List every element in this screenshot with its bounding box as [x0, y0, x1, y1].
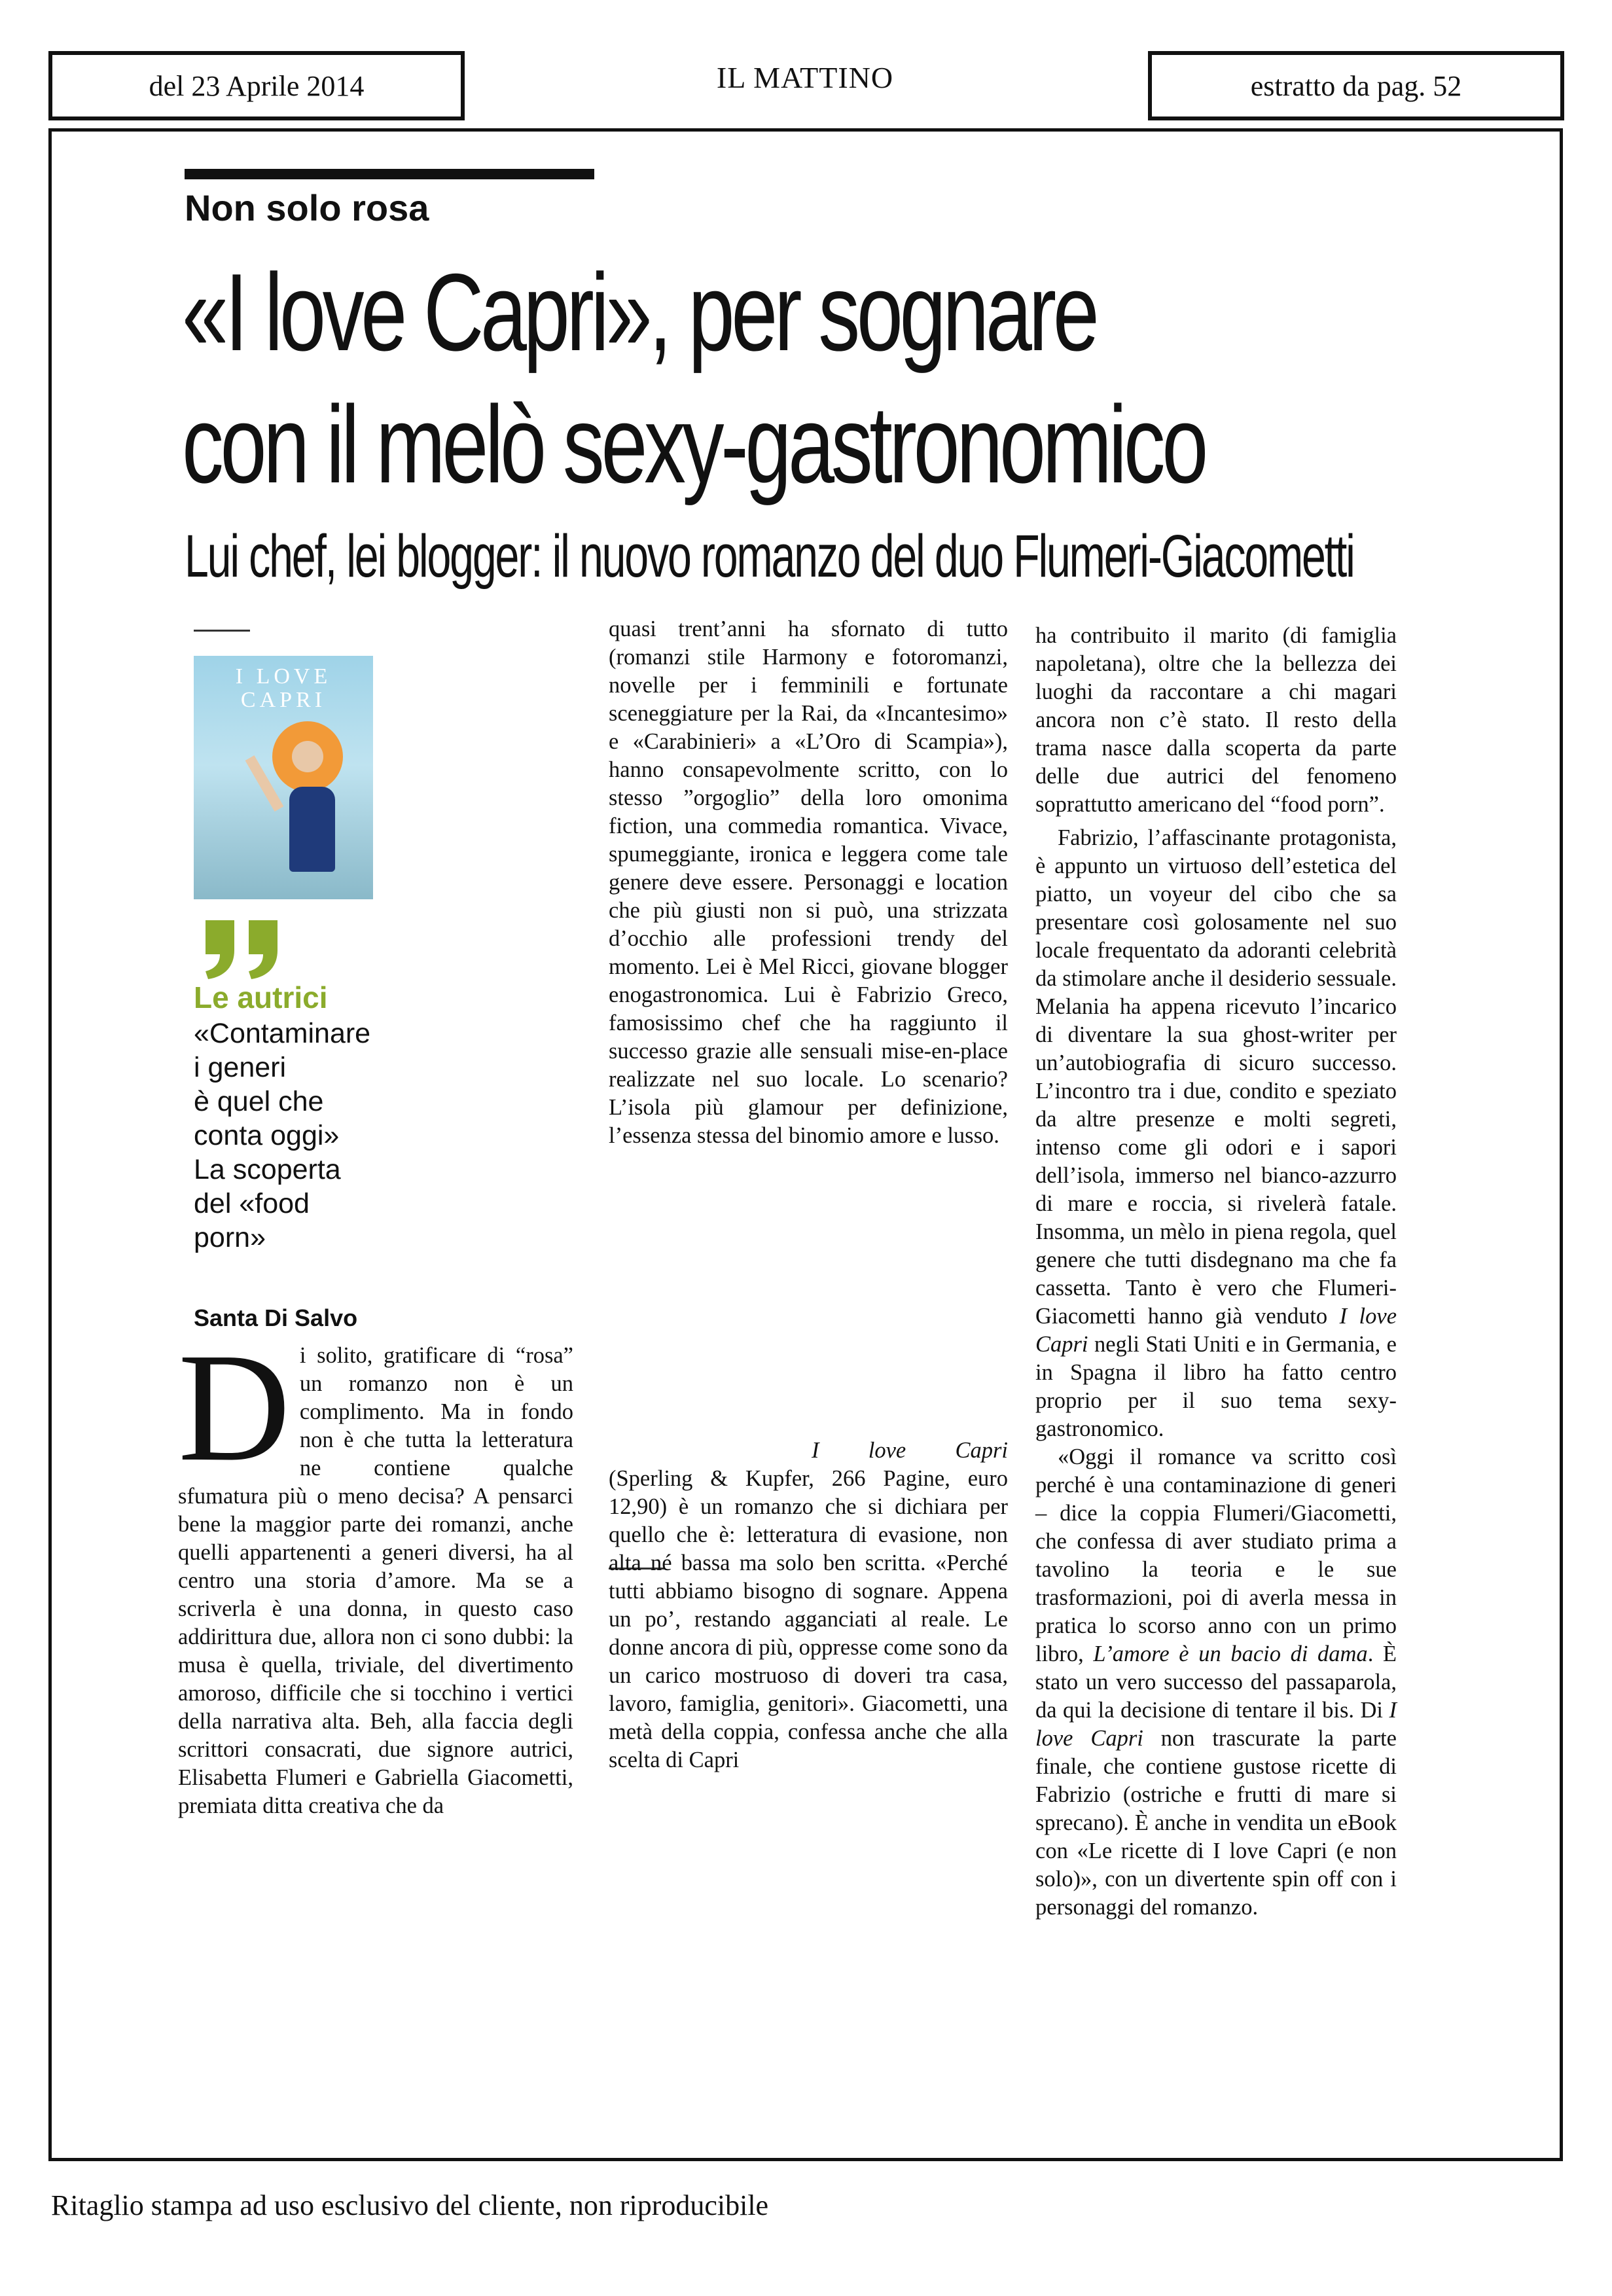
column-3-text-a: ha contribuito il marito (di famiglia napoletana), oltre che la bellezza dei luoghi da raccontare a chi magari ancora non c’è stato. Il resto della trama nasce dalla scoperta da parte delle due autrici del fenomeno soprattutto americano del “food porn”.	[1035, 623, 1397, 817]
book-cover-image	[194, 656, 373, 899]
page-ref-box	[1148, 51, 1564, 120]
first-book-title: L’amore è un bacio di dama	[1093, 1641, 1368, 1666]
headline-line-2: con il melò sexy-gastronomico	[182, 383, 1205, 506]
headline	[182, 246, 1205, 511]
page-ref-text: estratto da pag. 52	[1250, 69, 1462, 102]
column-3-text-c3: non trascurate la parte finale, che contiene gustose ricette di Fabrizio (ostriche e frutti di mare si sprecano). È anche in vendita un eBook con «Le ricette di I love Capri (e non solo)», con un divertente spin off con i personaggi del romanzo.	[1035, 1726, 1397, 1920]
date-text: del 23 Aprile 2014	[149, 69, 365, 102]
column-2-text-a: quasi trent’anni ha sfornato di tutto (romanzi stile Harmony e fotoromanzi, novelle per i femminili e fortunate sceneggiature per la Rai, da «Incantesimo» e «Carabinieri» a «L’Oro di Scampia»), hanno consapevolmente scritto, con lo stesso ”orgoglio” della loro omonima fiction, una commedia romantica. Vivace, spumeggiante, ironica e leggera come tale genere deve essere. Personaggi e location che più giusti non si può, una strizzata d’occhio alle professioni trendy del momento. Lei è Mel Ricci, giovane blogger enogastronomica. Lui è Fabrizio Greco, famosissimo chef che ha raggiunto il successo grazie alle sensuali mise-en-place realizzate nel suo locale. Lo scenario? L’isola più glamour per definizione, l’essenza stessa del binomio amore e lusso.	[609, 617, 1008, 1148]
kicker: Non solo rosa	[185, 187, 429, 228]
book-title-ref: I love Capri	[812, 1438, 1008, 1463]
book-cover-title: I LOVE CAPRI	[235, 664, 332, 712]
column-1	[178, 1321, 573, 1820]
column-2-lower	[609, 1437, 1008, 1774]
column-2	[609, 615, 1008, 1150]
column-1-text: i solito, gratificare di “rosa” un romanzo non è un complimento. Ma in fondo non è che tutta la letteratura ne contiene qualche sfumatura più o meno decisa? A pensarci bene la maggior parte dei romanzi, anche quelli appartenenti a generi diversi, ha al centro una storia d’amore. Ma se a scriverla è una donna, in questo caso addirittura due, allora non ci sono dubbi: la musa è quella, triviale, del divertimento amoroso, difficile che si tocchino i vertici della narrativa alta. Beh, alla faccia degli scrittori consacrati, due signore autrici, Elisabetta Flumeri e Gabriella Giacometti, premiata ditta creativa che da	[178, 1343, 573, 1818]
byline: Santa Di Salvo	[194, 1304, 358, 1331]
column-3-text-b: Fabrizio, l’affascinante protagonista, è appunto un virtuoso dell’estetica del piatto, un voyeur del cibo che sa presentare così golosamente nel suo locale frequentato da adoranti celebrità da stimolare anche il desiderio sessuale. Melania ha appena ricevuto l’incarico di diventare la sua ghost-writer per un’autobiografia di sicuro successo. L’incontro tra i due, condito e speziato da altre presenze e molti segreti, intenso come gli odori e i sapori dell’isola, immerso nel bianco-azzurro di mare e roccia, si rivelerà fatale. Insomma, un mèlo in piena regola, quel genere che tutti disdegnano ma che fa cassetta. Tanto è vero che Flumeri-Giacometti hanno già venduto	[1035, 825, 1397, 1329]
column-3-text-c2: . È stato un vero successo del passaparola, da qui la decisione di tentare il bis. Di	[1035, 1641, 1397, 1723]
pull-quote-text: «Contaminare i generi è quel che conta oggi» La scoperta del «food porn»	[194, 1018, 371, 1253]
column-2-text-b: (Sperling & Kupfer, 266 Pagine, euro 12,90) è un romanzo che si dichiara per quello che è: letteratura di evasione, non alta né bassa ma solo ben scritta. «Perché tutti abbiamo bisogno di sognare. Appena un po’, restando agganciati al reale. Le donne ancora di più, oppresse come sono da un carico mostruoso di doveri tra casa, lavoro, famiglia, genitori». Giacometti, una metà della coppia, confessa anche che alla scelta di Capri	[609, 1466, 1008, 1772]
subheadline: Lui chef, lei blogger: il nuovo romanzo del duo Flumeri-Giacometti	[185, 523, 1354, 590]
column-3-text-c1: «Oggi il romance va scritto così perché è una contaminazione di generi – dice la coppia Flumeri/Giacometti, che confessa di aver studiato prima a tavolino la teoria e le sue trasformazioni, poi di averla messa in pratica lo scorso anno con un primo libro,	[1035, 1444, 1397, 1666]
date-box	[48, 51, 465, 120]
footer-disclaimer: Ritaglio stampa ad uso esclusivo del cliente, non riproducibile	[51, 2189, 769, 2221]
column-3-text-b-end: negli Stati Uniti e in Germania, e in Spagna il libro ha fatto centro proprio per il suo tema sexy-gastronomico.	[1035, 1332, 1397, 1441]
column-3	[1035, 622, 1397, 1922]
pull-quote-label: Le autrici	[194, 980, 328, 1014]
headline-line-1: «I love Capri», per sognare	[182, 251, 1096, 374]
kicker-rule	[185, 169, 594, 179]
newspaper-name: IL MATTINO	[716, 61, 894, 94]
book-title-ref-3: I love Capri	[1035, 1698, 1397, 1751]
book-title-ref-2: I love Capri	[1035, 1304, 1397, 1357]
sidebar-rule	[194, 630, 250, 632]
cover-figure-face	[292, 741, 323, 772]
drop-cap: D	[178, 1321, 291, 1494]
quote-mark-icon	[200, 920, 285, 979]
cover-figure-dress	[289, 787, 335, 872]
